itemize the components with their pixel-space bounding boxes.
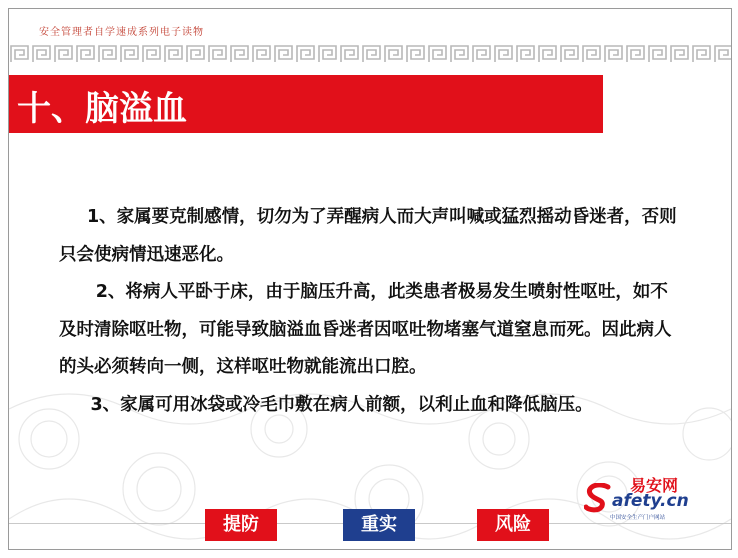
title-bar <box>9 75 603 133</box>
slide-title: 十、脑溢血 <box>17 89 187 129</box>
series-caption: 安全管理者自学速成系列电子读物 <box>39 27 204 38</box>
logo-tagline: 中国安全生产门户网站 <box>610 515 666 521</box>
body-text <box>59 199 679 424</box>
logo-name: 易安网 <box>630 476 679 495</box>
paragraph-2: 2、将病人平卧于床，由于脑压升高，此类患者极易发生喷射性呕吐，如不及时清除呕吐物，可能导致脑溢血昏迷者因呕吐物堵塞气道窒息而死。因此病人的头必须转向一侧，这样呕吐物就能流出口腔。 <box>59 282 672 377</box>
logo-domain: afety.cn <box>612 491 689 511</box>
risk-button[interactable]: 风险 <box>477 509 549 541</box>
slide <box>8 8 732 550</box>
logo-s-icon <box>584 483 612 513</box>
paragraph-3: 3、家属可用冰袋或冷毛巾敷在病人前额，以利止血和降低脑压。 <box>90 394 593 415</box>
paragraph-1: 1、家属要克制感情，切勿为了弄醒病人而大声叫喊或猛烈摇动昏迷者，否则只会使病情迅速恶化。 <box>59 207 677 265</box>
site-logo <box>584 471 724 523</box>
practice-button[interactable]: 重实 <box>343 509 415 541</box>
fret-border <box>9 43 731 65</box>
prevention-button[interactable]: 提防 <box>205 509 277 541</box>
